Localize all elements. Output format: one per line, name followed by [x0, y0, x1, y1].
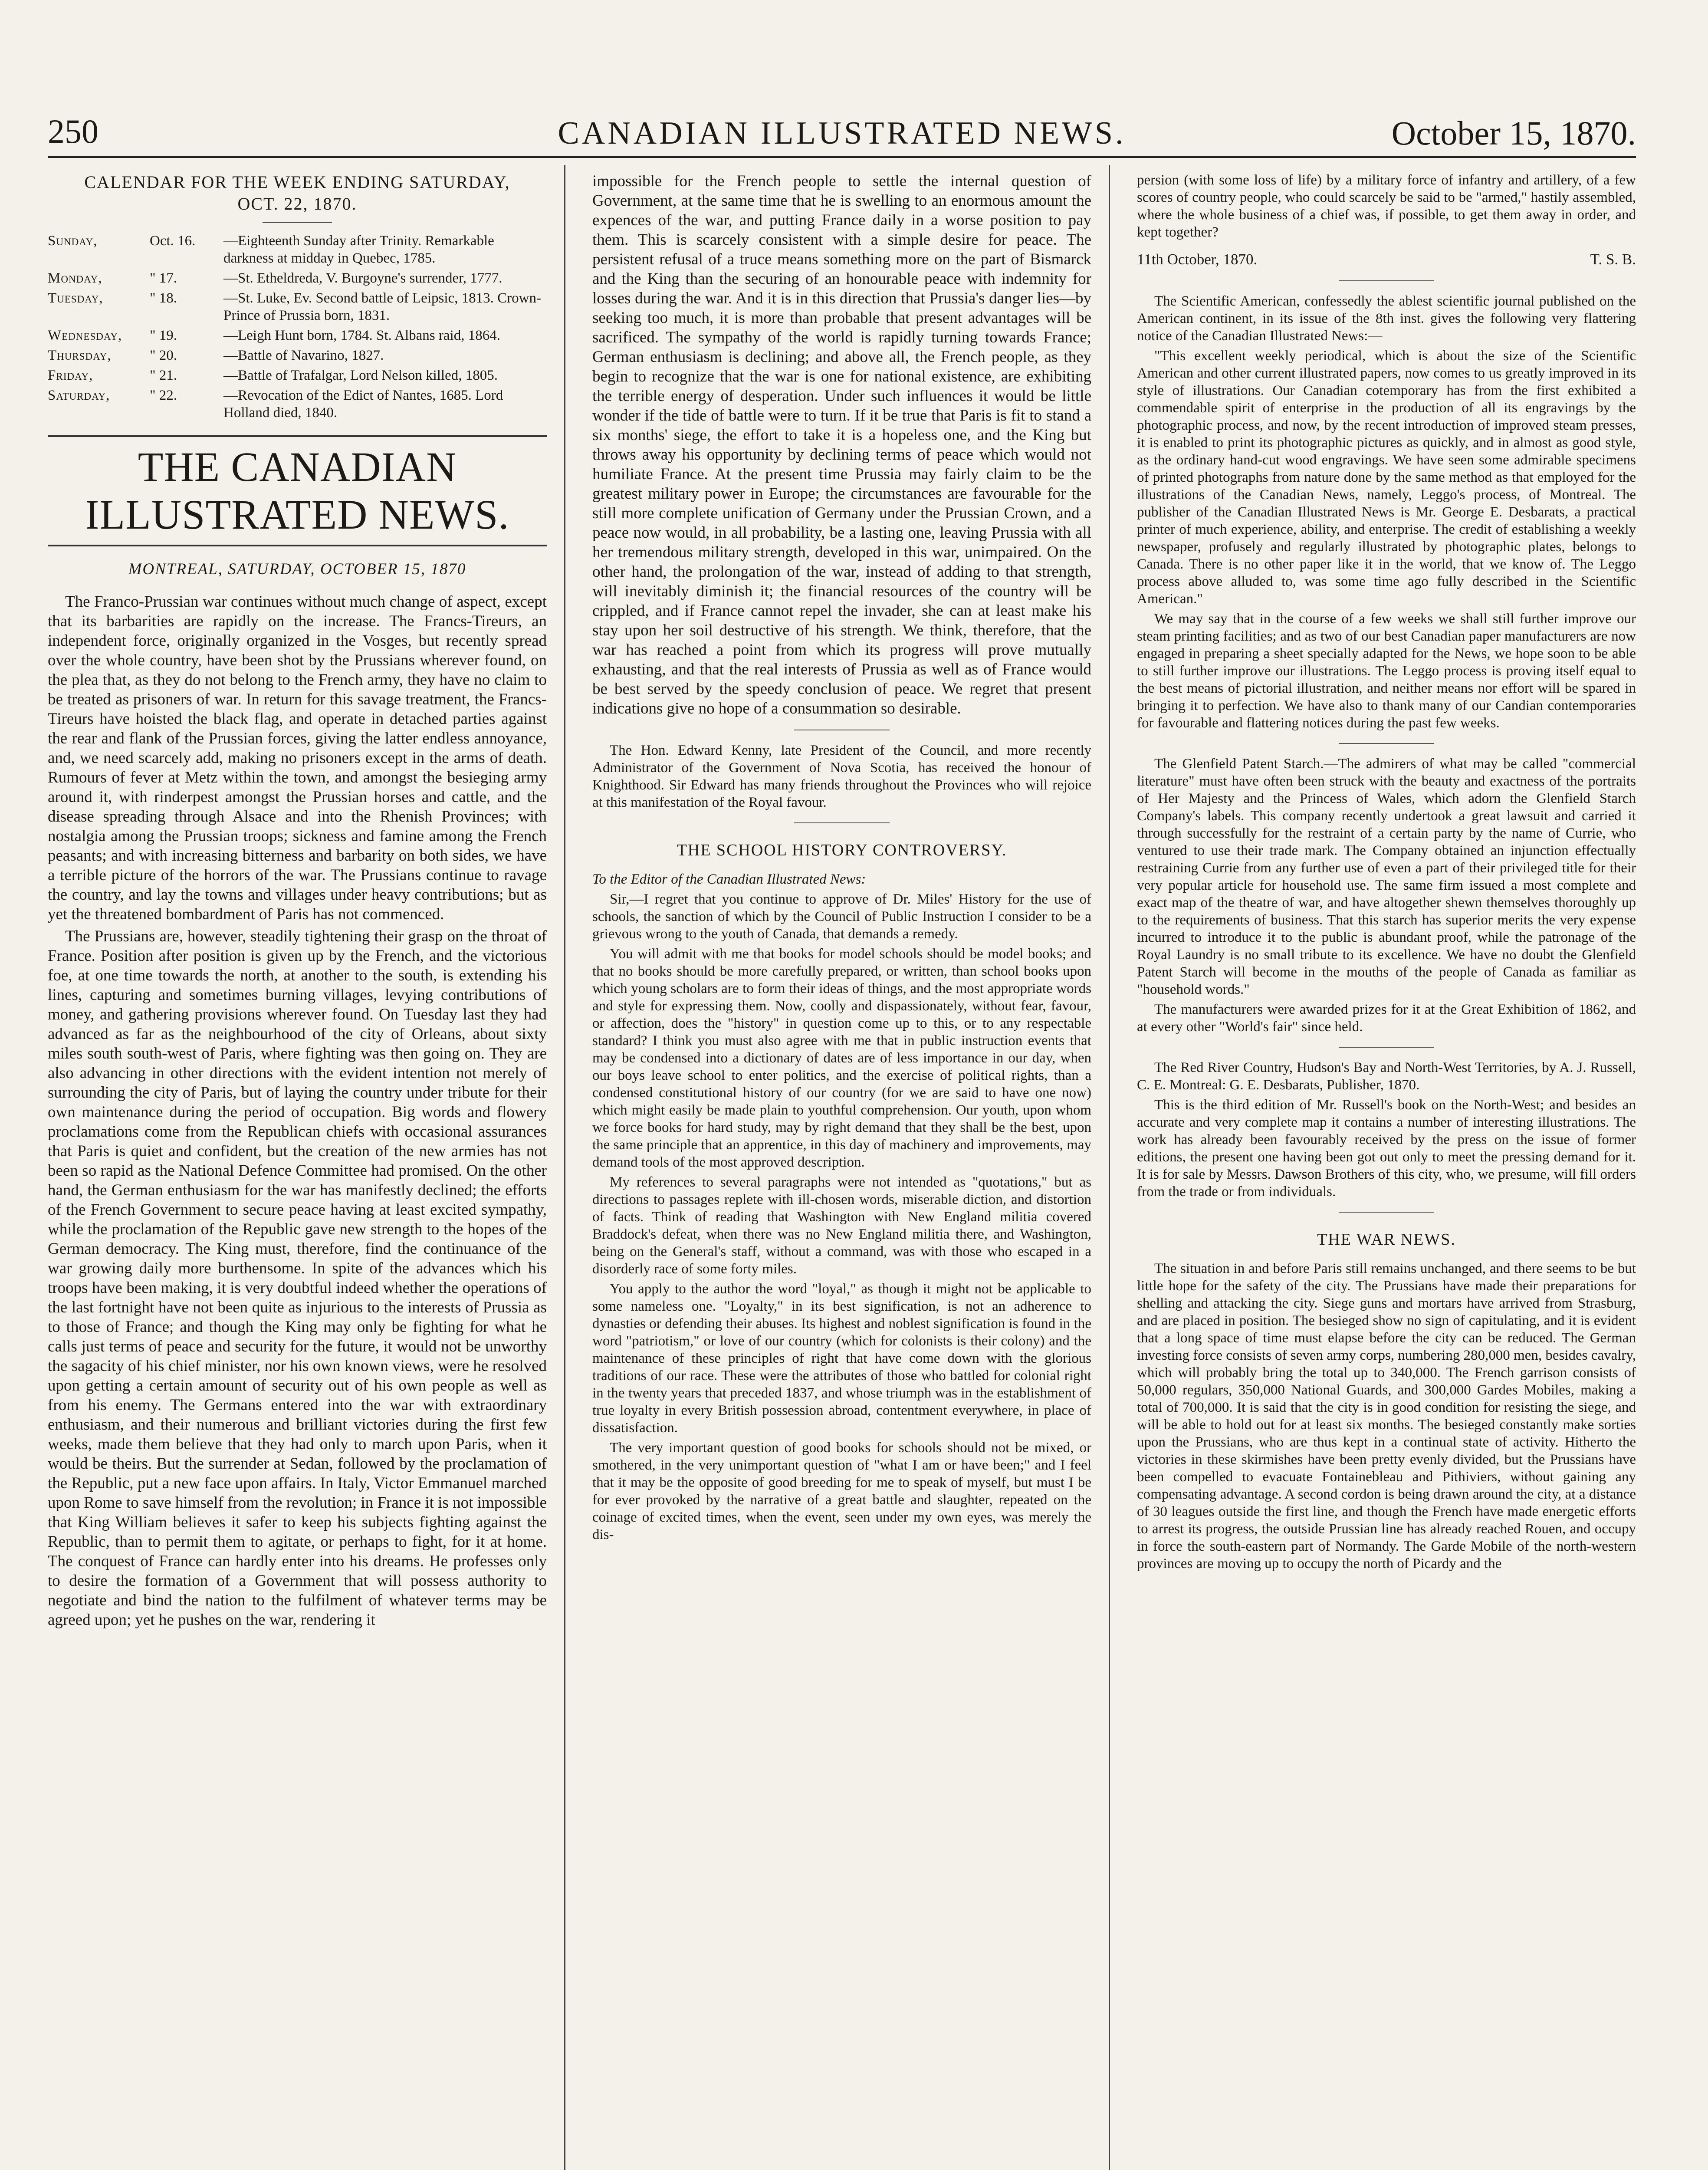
- page-header: [48, 108, 1636, 158]
- editorial-paragraph: The Franco-Prussian war continues without much change of aspect, except that its barbarities are rapidly on the increase. The Francs-Tireurs, an independent force, originally organized in the Vosges, but recently spread over the whole country, have been shot by the Prussians wherever found, on the plea that, as they do not belong to the French army, they have no claim to be treated as prisoners of war. In return for this savage treatment, the Francs-Tireurs have hoisted the black flag, and operate in detached parties against the rear and flank of the Prussian forces, giving the latter endless annoyance, and, we need scarcely add, making no prisoners except in the arms of death. Rumours of fever at Metz within the town, and amongst the besieging army around it, with rinderpest amongst the Prussian horses and cattle, and the disease spreading through Alsace and into the Rhenish Provinces; with nostalgia among the Prussian troops; sickness and famine among the French peasants; and with increasing bitterness and barbarity on both sides, we have a terrible picture of the horrors of the war. The Prussians continue to ravage the country, and lay the towns and villages under heavy contributions; but as yet the threatened bombardment of Paris has not commenced.: [48, 593, 547, 923]
- calendar-row: Saturday, " 22. —Revocation of the Edict of Nantes, 1685. Lord Holland died, 1840.: [48, 388, 503, 421]
- letter-paragraph: You apply to the author the word "loyal," as though it might not be applicable to some nameless one. "Loyalty," in its best signification, is not an adherence to dynasties or defending their abuses. Its highest and noblest signification is found in the word "patriotism," or love of our country (which for colonists is their colony) and the maintenance of these principles of right that have come down with the glorious traditions of our race. These were the attributes of those who battled for colonial right in the twenty years that preceded 1837, and whose triumph was in the establishment of true loyalty in every British possession abroad, contentment everywhere, in place of dissatisfaction.: [592, 1281, 1091, 1436]
- letter-paragraph: My references to several paragraphs were not intended as "quotations," but as directions to passages replete with ill-chosen words, miserable diction, and distortion of facts. Think of reading that Washington with New England militia covered Braddock's defeat, when there was no New England militia there, and Washington, being on the General's staff, without a command, was with those who escaped in a disorderly race of some forty miles.: [592, 1174, 1091, 1277]
- calendar-row: Sunday, Oct. 16. —Eighteenth Sunday after Trinity. Remarkable darkness at midday in Quebec, 1785.: [48, 233, 494, 266]
- calendar-row: Tuesday, " 18. —St. Luke, Ev. Second battle of Leipsic, 1813. Crown-Prince of Prussia born, 1831.: [48, 290, 541, 323]
- calendar-row: Wednesday, " 19. —Leigh Hunt born, 1784. St. Albans raid, 1864.: [48, 328, 500, 343]
- place-dateline: MONTREAL, SATURDAY, OCTOBER 15, 1870: [128, 560, 466, 578]
- letter-date: 11th October, 1870.: [1137, 251, 1258, 268]
- letter-paragraph: You will admit with me that books for model schools should be model books; and that no books should be more carefully prepared, or written, than school books upon which young scholars are to form their ideas of things, and the most appropriate words and style for expressing them. Now, coolly and dispassionately, without fear, favour, or affection, does the "history" in question come up to this, or to any respectable standard? I think you must also agree with me that in public instruction events that may be condensed into a dictionary of dates are of less importance in our day, when our boys leave school to enter politics, and the exercise of political rights, than a condensed constitutional history of our country (for we are said to have one now) which might easily be made plain to youthful comprehension. Our youth, upon whom we force books for hard study, may by right demand that they shall be the best, upon the same principle that an apprentice, in this day of machinery and improvements, may demand tools of the most approved description.: [592, 946, 1091, 1170]
- divider: [1339, 1047, 1434, 1048]
- calendar-table: [48, 232, 547, 424]
- divider: [1339, 280, 1434, 281]
- divider: [1339, 1212, 1434, 1213]
- page-number: 250: [48, 112, 99, 150]
- paper-title: THE CANADIAN ILLUSTRATED NEWS.: [48, 435, 547, 546]
- column-2: [592, 171, 1091, 2170]
- letter-continuation: persion (with some loss of life) by a military force of infantry and artillery, of a few scores of country people, who could scarcely be said to be "armed," hastily assembled, where the whole business of a chief was, if possible, to get them away in order, and kept together?: [1137, 172, 1636, 240]
- to-editor-line: To the Editor of the Canadian Illustrated News:: [592, 871, 866, 887]
- starch-notice-2: The manufacturers were awarded prizes for it at the Great Exhibition of 1862, and at every other "World's fair" since held.: [1137, 1002, 1636, 1035]
- editorial-paragraph: impossible for the French people to settle the internal question of Government, at the same time that he is swelling to an enormous amount the expences of the war, and putting France daily in a worse position to pay them. This is scarcely consistent with a simple desire for peace. The persistent refusal of a truce means something more on the part of Bismarck and the King than the securing of an honourable peace with indemnity for losses during the war. And it is in this direction that Prussia's danger lies—by seeking too much, it is more than probable that present advantages will be sacrificed. The sympathy of the world is rapidly turning towards France; German enthusiasm is declining; and above all, the French people, as they begin to recognize that the war is one for national existence, are exhibiting the terrible energy of desperation. Under such influences it would be little wonder if the tide of battle were to turn. If it be true that Paris is fit to stand a six months' siege, the effort to take it is a hopeless one, and the King but throws away his opportunity by declining terms of peace which would not humiliate France. At the present time Prussia may fairly claim to be the greatest military power in Europe; the circumstances are favourable for the still more complete unification of Germany under the Prussian Crown, and a peace now would, in all probability, be a lasting one, leaving Prussia with all her tremendous military strength, developed in this war, unimpaired. On the other hand, the prolongation of the war, instead of adding to that strength, will inevitably diminish it; the financial resources of the country will be crippled, and if France cannot repel the invader, she can at least make his stay upon her soil destructive of his strength. We think, therefore, that the war has reached a point from which its progress will prove mutually exhausting, and that the real interests of Prussia as well as of France would be best served by the speedy conclusion of peace. We regret that present indications give no hope of a consummation so desirable.: [592, 172, 1091, 717]
- editorial-paragraph: The Prussians are, however, steadily tightening their grasp on the throat of France. Position after position is given up by the French, and the victorious foe, at one time towards the north, at another to the south, is extending his lines, capturing and sometimes burning villages, levying contributions of money, and gathering provisions wherever found. On Tuesday last they had advanced as far as the neighbourhood of the city of Orleans, about sixty miles south south-west of Paris, where fighting was then going on. They are also advancing in other directions with the evident intention not merely of surrounding the city of Paris, but of laying the country under tribute for their own maintenance during the period of occupation. Big words and flowery proclamations come from the Republican chiefs with occasional assurances that Paris is quiet and confident, but the creation of the new armies has not been so rapid as the National Defence Committee had promised. On the other hand, the German enthusiasm for the war has manifestly declined; the efforts of the French Government to secure peace having at least excited sympathy, while the proclamation of the Republic gave new strength to the hopes of the German democracy. The King must, therefore, find the continuance of the war growing daily more burthensome. In spite of the advances which his troops have been making, it is very doubtful indeed whether the operations of the last fortnight have not been quite as injurious to the interests of Prussia as to those of France; and though the King may only be fighting for what he calls just terms of peace and security for the future, it would not be unworthy the sagacity of his chief minister, nor his own known views, were he resolved upon getting a certain amount of security out of his own people as well as from his enemy. The Germans entered into the war with extraordinary enthusiasm, and their numerous and brilliant victories during the first few weeks, made them believe that they had only to march upon Paris, when it would be theirs. But the surrender at Sedan, followed by the proclamation of the Republic, put a new face upon affairs. In Italy, Victor Emmanuel marched upon Rome to save himself from the revolution; in France it is not impossible that King William believes it safer to keep his subjects fighting against the Republic, than to permit them to agitate, or perhaps to fight, for it at home. The conquest of France can hardly enter into his dreams. He professes only to desire the formation of a Government that will possess authority to negotiate and bind the nation to the fulfilment of whatever terms may be agreed upon; yet he pushes on the war, rendering it: [48, 927, 547, 1629]
- calendar-title: CALENDAR FOR THE WEEK ENDING SATURDAY, OCT. 22, 1870.: [84, 172, 510, 214]
- column-1: [48, 171, 547, 2170]
- column-3: [1137, 171, 1636, 2170]
- sci-am-quote: "This excellent weekly periodical, which is about the size of the Scientific American and other current illustrated papers, now comes to us greatly improved in its style of illustrations. Our Canadian cotemporary has from the first exhibited a commendable spirit of enterprise in the production of all its engravings by the photographic process, and now, by the recent introduction of improved steam presses, it is enabled to print its photographic pictures as quickly, and in almost as good style, as the ordinary hand-cut wood engravings. We have seen some admirable specimens of printed photographs from nature done by the same method as that employed for the illustrations of the Canadian News, namely, Leggo's process, of Montreal. The publisher of the Canadian Illustrated News is Mr. George E. Desbarats, a practical printer of much experience, ability, and enterprise. The credit of establishing a weekly newspaper, profusely and regularly illustrated by photographic plates, belongs to Canada. There is no other paper like it in the world, that we know of. The Leggo process above alluded to, was some time ago fully described in the Scientific American.": [1137, 348, 1636, 607]
- calendar-row: Friday, " 21. —Battle of Trafalgar, Lord Nelson killed, 1805.: [48, 368, 498, 383]
- school-heading: THE SCHOOL HISTORY CONTROVERSY.: [677, 841, 1007, 859]
- war-news-heading: THE WAR NEWS.: [1317, 1230, 1456, 1249]
- letter-signoff: [1137, 250, 1636, 269]
- issue-date: October 15, 1870.: [1391, 114, 1636, 152]
- column-rule: [1109, 165, 1110, 2170]
- divider: [263, 222, 332, 223]
- book-title: The Red River Country, Hudson's Bay and North-West Territories, by A. J. Russell, C. E. Montreal: G. E. Desbarats, Publisher, 1870.: [1137, 1060, 1636, 1093]
- divider: [1339, 743, 1434, 744]
- kenny-note: The Hon. Edward Kenny, late President of the Council, and more recently Administrator of the Government of Nova Scotia, has received the honour of Knighthood. Sir Edward has many friends throughout the Provinces who will rejoice at this manifestation of the Royal favour.: [592, 743, 1091, 810]
- starch-notice: The Glenfield Patent Starch.—The admirers of what may be called "commercial literature" must have often been struck with the beauty and exactness of the portraits of Her Majesty and the Princess of Wales, which adorn the Glenfield Starch Company's labels. This company recently undertook a great lawsuit and carried it through successfully for the restraint of a certain party by the name of Currie, who ventured to use their trade mark. The Company obtained an injunction effectually restraining Currie from any further use of even a part of their privileged title for their very popular article for household use. The same firm issued a most complete and exact map of the theatre of war, and have altogether shewn themselves thoroughly up to the requirements of business. That this starch has superior merits the very expense incurred to introduce it to the public is abundant proof, while the patronage of the Royal Laundry is no small tribute to its excellence. We have no doubt the Glenfield Patent Starch will become in the mouths of the people of Canada as familiar as "household words.": [1137, 756, 1636, 997]
- running-masthead: CANADIAN ILLUSTRATED NEWS.: [558, 115, 1126, 151]
- book-review: This is the third edition of Mr. Russell's book on the North-West; and besides an accurate and very complete map it contains a number of interesting illustrations. The work has already been favourably received by the press on the issue of former editions, the present one having been got out only to meet the pressing demand for it. It is for sale by Messrs. Dawson Brothers of this city, who, we presume, will fill orders from the trade or from individuals.: [1137, 1097, 1636, 1200]
- calendar-row: Thursday, " 20. —Battle of Navarino, 1827.: [48, 348, 384, 363]
- sci-am-intro: The Scientific American, confessedly the ablest scientific journal published on the American continent, in its issue of the 8th inst. gives the following very flattering notice of the Canadian Illustrated News:—: [1137, 293, 1636, 344]
- letter-paragraph: The very important question of good books for schools should not be mixed, or smothered, in the very unimportant question of "what I am or have been;" and I feel that it may be the opposite of good breeding for me to speak of myself, but must I be for ever provoked by the narrative of a great battle and slaughter, repeated on the coinage of excited times, when the event, seen under my own eyes, was merely the dis-: [592, 1440, 1091, 1542]
- letter-paragraph: Sir,—I regret that you continue to approve of Dr. Miles' History for the use of schools, the sanction of which by the Council of Public Instruction I consider to be a grievous wrong to the youth of Canada, that demands a remedy.: [592, 891, 1091, 942]
- war-news-body: The situation in and before Paris still remains unchanged, and there seems to be but little hope for the safety of the city. The Prussians have made their preparations for shelling and attacking the city. Siege guns and mortars have arrived from Strasburg, and are placed in position. The besieged show no sign of capitulating, and it is evident that a long space of time must elapse before the city can be reduced. The German investing force consists of seven army corps, numbering 280,000 men, besides cavalry, which will probably bring the total up to 340,000. The French garrison consists of 50,000 regulars, 350,000 National Guards, and 300,000 Gardes Mobiles, making a total of 700,000. It is said that the city is in good condition for resisting the siege, and will be able to hold out for at least six months. The besieged constantly make sorties upon the Prussians, who are thus kept in a continual state of activity. Hitherto the victories in these skirmishes have been pretty evenly divided, but the Prussians have been compelled to evacuate Fontainebleau and Pithiviers, without gaining any compensating advantage. A second cordon is being drawn around the city, at a distance of 30 leagues outside the first line, and though the French have made energetic efforts to arrest its progress, the outside Prussian line has already reached Rouen, and occupy in force the south-eastern part of Normandy. The Garde Mobile of the north-western provinces are moving up to occupy the north of Picardy and the: [1137, 1261, 1636, 1572]
- calendar-row: Monday, " 17. —St. Etheldreda, V. Burgoyne's surrender, 1777.: [48, 270, 503, 286]
- sci-am-comment: We may say that in the course of a few weeks we shall still further improve our steam printing facilities; and as two of our best Canadian paper manufacturers are now engaged in preparing a sheet specially adapted for the News, we hope soon to be able to still further improve our illustrations. The Leggo process is proving itself equal to the best means of pictorial illustration, and neither means nor effort will be spared in bringing it to perfection. We have also to thank many of our Candian contemporaries for favourable and flattering notices during the past few weeks.: [1137, 611, 1636, 731]
- column-rule: [564, 165, 565, 2170]
- divider: [794, 822, 890, 823]
- letter-signature: T. S. B.: [1590, 251, 1636, 268]
